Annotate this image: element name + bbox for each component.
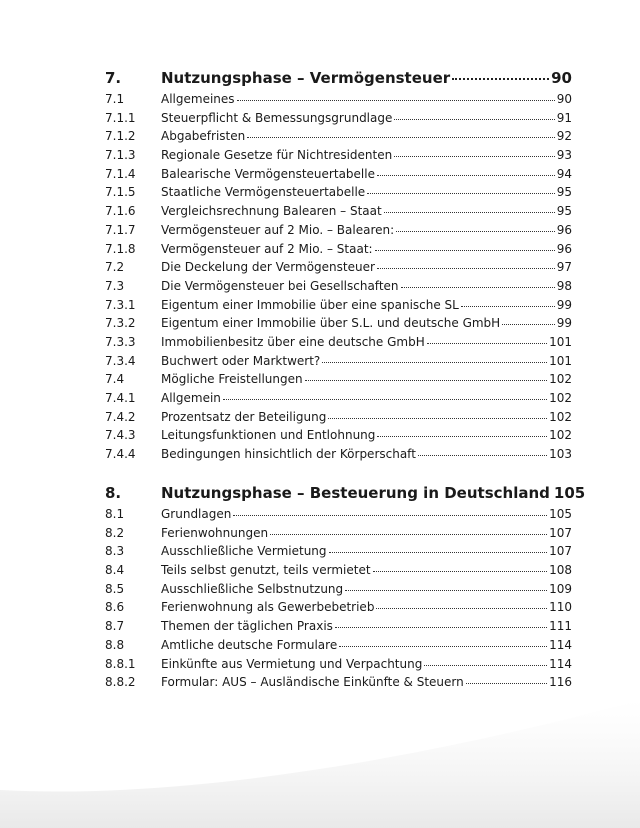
entry-title: Balearische Vermögensteuertabelle	[161, 166, 375, 181]
toc-chapter-7	[105, 66, 572, 464]
toc-entry[interactable]	[105, 408, 572, 427]
entry-page: 114	[549, 656, 572, 671]
dot-leader	[335, 627, 547, 628]
toc-entry[interactable]	[105, 352, 572, 371]
entry-number: 7.3.2	[105, 316, 136, 331]
dot-leader	[502, 324, 555, 325]
entry-number: 7.1.1	[105, 110, 136, 125]
entry-page: 114	[549, 637, 572, 652]
entry-title: Eigentum einer Immobilie über eine spanische SL	[161, 297, 459, 312]
dot-leader	[376, 608, 547, 609]
entry-page: 98	[556, 278, 572, 293]
toc-entry[interactable]	[105, 165, 572, 184]
entry-number: 7.3	[105, 278, 125, 293]
dot-leader	[345, 590, 547, 591]
entry-page: 99	[556, 297, 572, 312]
entry-number: 7.1.8	[105, 241, 136, 256]
entry-title: Buchwert oder Marktwert?	[161, 353, 321, 368]
chapter-page: 90	[551, 69, 572, 87]
entry-page: 95	[556, 185, 572, 200]
entry-title: Vermögensteuer auf 2 Mio. – Balearen:	[161, 222, 395, 237]
entry-title: Ferienwohnungen	[161, 525, 269, 540]
chapter-title: Nutzungsphase – Besteuerung in Deutschland	[161, 484, 550, 502]
dot-leader	[427, 343, 547, 344]
entry-title: Bedingungen hinsichtlich der Körperschaft	[161, 447, 416, 462]
dot-leader	[377, 436, 547, 437]
entry-title: Regionale Gesetze für Nichtresidenten	[161, 148, 393, 163]
entry-page: 101	[549, 334, 572, 349]
entry-page: 99	[556, 316, 572, 331]
chapter-entries	[105, 505, 572, 692]
toc-entry[interactable]	[105, 426, 572, 445]
dot-leader	[394, 119, 554, 120]
entry-page: 95	[556, 204, 572, 219]
entry-number: 7.4.1	[105, 391, 136, 405]
entry-page: 101	[549, 353, 572, 368]
entry-page: 102	[549, 391, 572, 405]
dot-leader	[305, 380, 547, 381]
toc-entry[interactable]	[105, 370, 572, 389]
entry-number: 7.3.1	[105, 297, 136, 312]
entry-title: Staatliche Vermögensteuertabelle	[161, 185, 366, 200]
entry-page: 111	[549, 619, 572, 634]
entry-number: 7.1.5	[105, 185, 136, 200]
entry-page: 91	[556, 110, 572, 125]
dot-leader	[377, 268, 555, 269]
entry-page: 109	[549, 581, 572, 596]
toc-entry[interactable]	[105, 314, 572, 333]
toc-entry[interactable]	[105, 146, 572, 165]
dot-leader	[373, 571, 548, 572]
entry-page: 90	[556, 92, 572, 106]
entry-page: 92	[556, 129, 572, 144]
dot-leader	[396, 231, 555, 232]
dot-leader	[461, 306, 555, 307]
toc-entry[interactable]	[105, 127, 572, 146]
entry-number: 8.4	[105, 563, 125, 578]
entry-number: 8.2	[105, 525, 125, 540]
entry-number: 7.1.2	[105, 129, 136, 144]
toc-entry[interactable]	[105, 580, 572, 599]
toc-entry[interactable]	[105, 445, 572, 464]
entry-title: Themen der täglichen Praxis	[161, 619, 333, 634]
entry-number: 7.1	[105, 92, 125, 106]
entry-number: 8.8	[105, 637, 125, 652]
toc-entry[interactable]	[105, 655, 572, 674]
toc-entry[interactable]	[105, 524, 572, 543]
entry-title: Einkünfte aus Vermietung und Verpachtung	[161, 656, 423, 671]
entry-page: 110	[549, 600, 572, 615]
entry-page: 96	[556, 222, 572, 237]
dot-leader	[367, 193, 555, 194]
entry-title: Ausschließliche Selbstnutzung	[161, 581, 344, 596]
entry-title: Eigentum einer Immobilie über S.L. und deutsche GmbH	[161, 316, 501, 331]
entry-page: 107	[549, 544, 572, 559]
chapter-page: 105	[553, 484, 586, 502]
entry-page: 102	[549, 428, 572, 443]
dot-leader	[418, 455, 547, 456]
entry-page: 103	[549, 447, 572, 462]
dot-leader	[466, 683, 547, 684]
entry-number: 7.1.4	[105, 166, 136, 181]
toc-entry[interactable]	[105, 598, 572, 617]
dot-leader	[424, 665, 547, 666]
chapter-entries	[105, 90, 572, 464]
toc-entry[interactable]	[105, 296, 572, 315]
entry-number: 7.1.6	[105, 204, 136, 219]
entry-title: Amtliche deutsche Formulare	[161, 637, 338, 652]
entry-title: Mögliche Freistellungen	[161, 372, 303, 387]
entry-page: 94	[556, 166, 572, 181]
entry-title: Die Vermögensteuer bei Gesellschaften	[161, 278, 399, 293]
entry-title: Vergleichsrechnung Balearen – Staat	[161, 204, 382, 219]
dot-leader	[384, 212, 555, 213]
entry-page: 107	[549, 525, 572, 540]
entry-number: 8.6	[105, 600, 125, 615]
toc-entry[interactable]	[105, 505, 572, 524]
entry-page: 102	[549, 409, 572, 424]
dot-leader	[233, 515, 547, 516]
dot-leader	[270, 534, 547, 535]
entry-page: 105	[549, 507, 572, 521]
entry-title: Teils selbst genutzt, teils vermietet	[161, 563, 371, 578]
toc-entry[interactable]	[105, 561, 572, 580]
entry-title: Leitungsfunktionen und Entlohnung	[161, 428, 376, 443]
dot-leader	[394, 156, 555, 157]
entry-number: 8.7	[105, 619, 125, 634]
dot-leader	[223, 399, 547, 400]
dot-leader	[328, 418, 547, 419]
dot-leader	[375, 250, 555, 251]
entry-number: 7.4.2	[105, 409, 136, 424]
entry-title: Prozentsatz der Beteiligung	[161, 409, 327, 424]
toc-entry[interactable]	[105, 333, 572, 352]
dot-leader	[401, 287, 555, 288]
toc-entry[interactable]	[105, 542, 572, 561]
dot-leader	[329, 552, 548, 553]
dot-leader	[237, 100, 555, 101]
entry-title: Abgabefristen	[161, 129, 246, 144]
entry-title: Formular: AUS – Ausländische Einkünfte & Steuern	[161, 675, 464, 690]
entry-number: 7.3.4	[105, 353, 136, 368]
toc-entry[interactable]	[105, 109, 572, 128]
entry-page: 97	[556, 260, 572, 275]
entry-title: Immobilienbesitz über eine deutsche GmbH	[161, 334, 425, 349]
toc-entry[interactable]	[105, 673, 572, 692]
entry-number: 7.4.3	[105, 428, 136, 443]
chapter-number: 7.	[105, 69, 122, 87]
entry-number: 7.4.4	[105, 447, 136, 462]
entry-page: 96	[556, 241, 572, 256]
entry-number: 8.8.2	[105, 675, 136, 690]
entry-title: Allgemein	[161, 391, 221, 405]
chapter-heading[interactable]	[105, 481, 586, 505]
toc-entry[interactable]	[105, 636, 572, 655]
toc-entry[interactable]	[105, 90, 572, 109]
dot-leader	[377, 175, 555, 176]
entry-page: 108	[549, 563, 572, 578]
toc-entry[interactable]	[105, 221, 572, 240]
entry-page: 102	[549, 372, 572, 387]
entry-title: Allgemeines	[161, 92, 235, 106]
entry-title: Grundlagen	[161, 507, 232, 521]
entry-title: Steuerpflicht & Bemessungsgrundlage	[161, 110, 393, 125]
toc-entry[interactable]	[105, 617, 572, 636]
entry-page: 93	[556, 148, 572, 163]
entry-number: 8.1	[105, 507, 125, 521]
dot-leader	[339, 646, 547, 647]
toc-entry[interactable]	[105, 258, 572, 277]
entry-number: 8.3	[105, 544, 125, 559]
entry-number: 7.1.7	[105, 222, 136, 237]
entry-number: 7.1.3	[105, 148, 136, 163]
chapter-heading[interactable]	[105, 66, 572, 90]
entry-title: Ausschließliche Vermietung	[161, 544, 327, 559]
entry-title: Vermögensteuer auf 2 Mio. – Staat:	[161, 241, 373, 256]
entry-number: 8.8.1	[105, 656, 136, 671]
toc-entry[interactable]	[105, 183, 572, 202]
entry-title: Ferienwohnung als Gewerbebetrieb	[161, 600, 375, 615]
toc-entry[interactable]	[105, 240, 572, 259]
entry-number: 7.2	[105, 260, 125, 275]
dot-leader	[322, 362, 547, 363]
toc-entry[interactable]	[105, 202, 572, 221]
entry-page: 116	[549, 675, 572, 690]
chapter-title: Nutzungsphase – Vermögensteuer	[161, 69, 451, 87]
toc-chapter-8	[105, 481, 586, 692]
entry-number: 7.4	[105, 372, 125, 387]
toc-entry[interactable]	[105, 277, 572, 296]
entry-number: 7.3.3	[105, 334, 136, 349]
chapter-number: 8.	[105, 484, 122, 502]
entry-title: Die Deckelung der Vermögensteuer	[161, 260, 375, 275]
toc-entry[interactable]	[105, 389, 572, 408]
entry-number: 8.5	[105, 581, 125, 596]
dot-leader	[452, 78, 549, 80]
dot-leader	[247, 137, 554, 138]
